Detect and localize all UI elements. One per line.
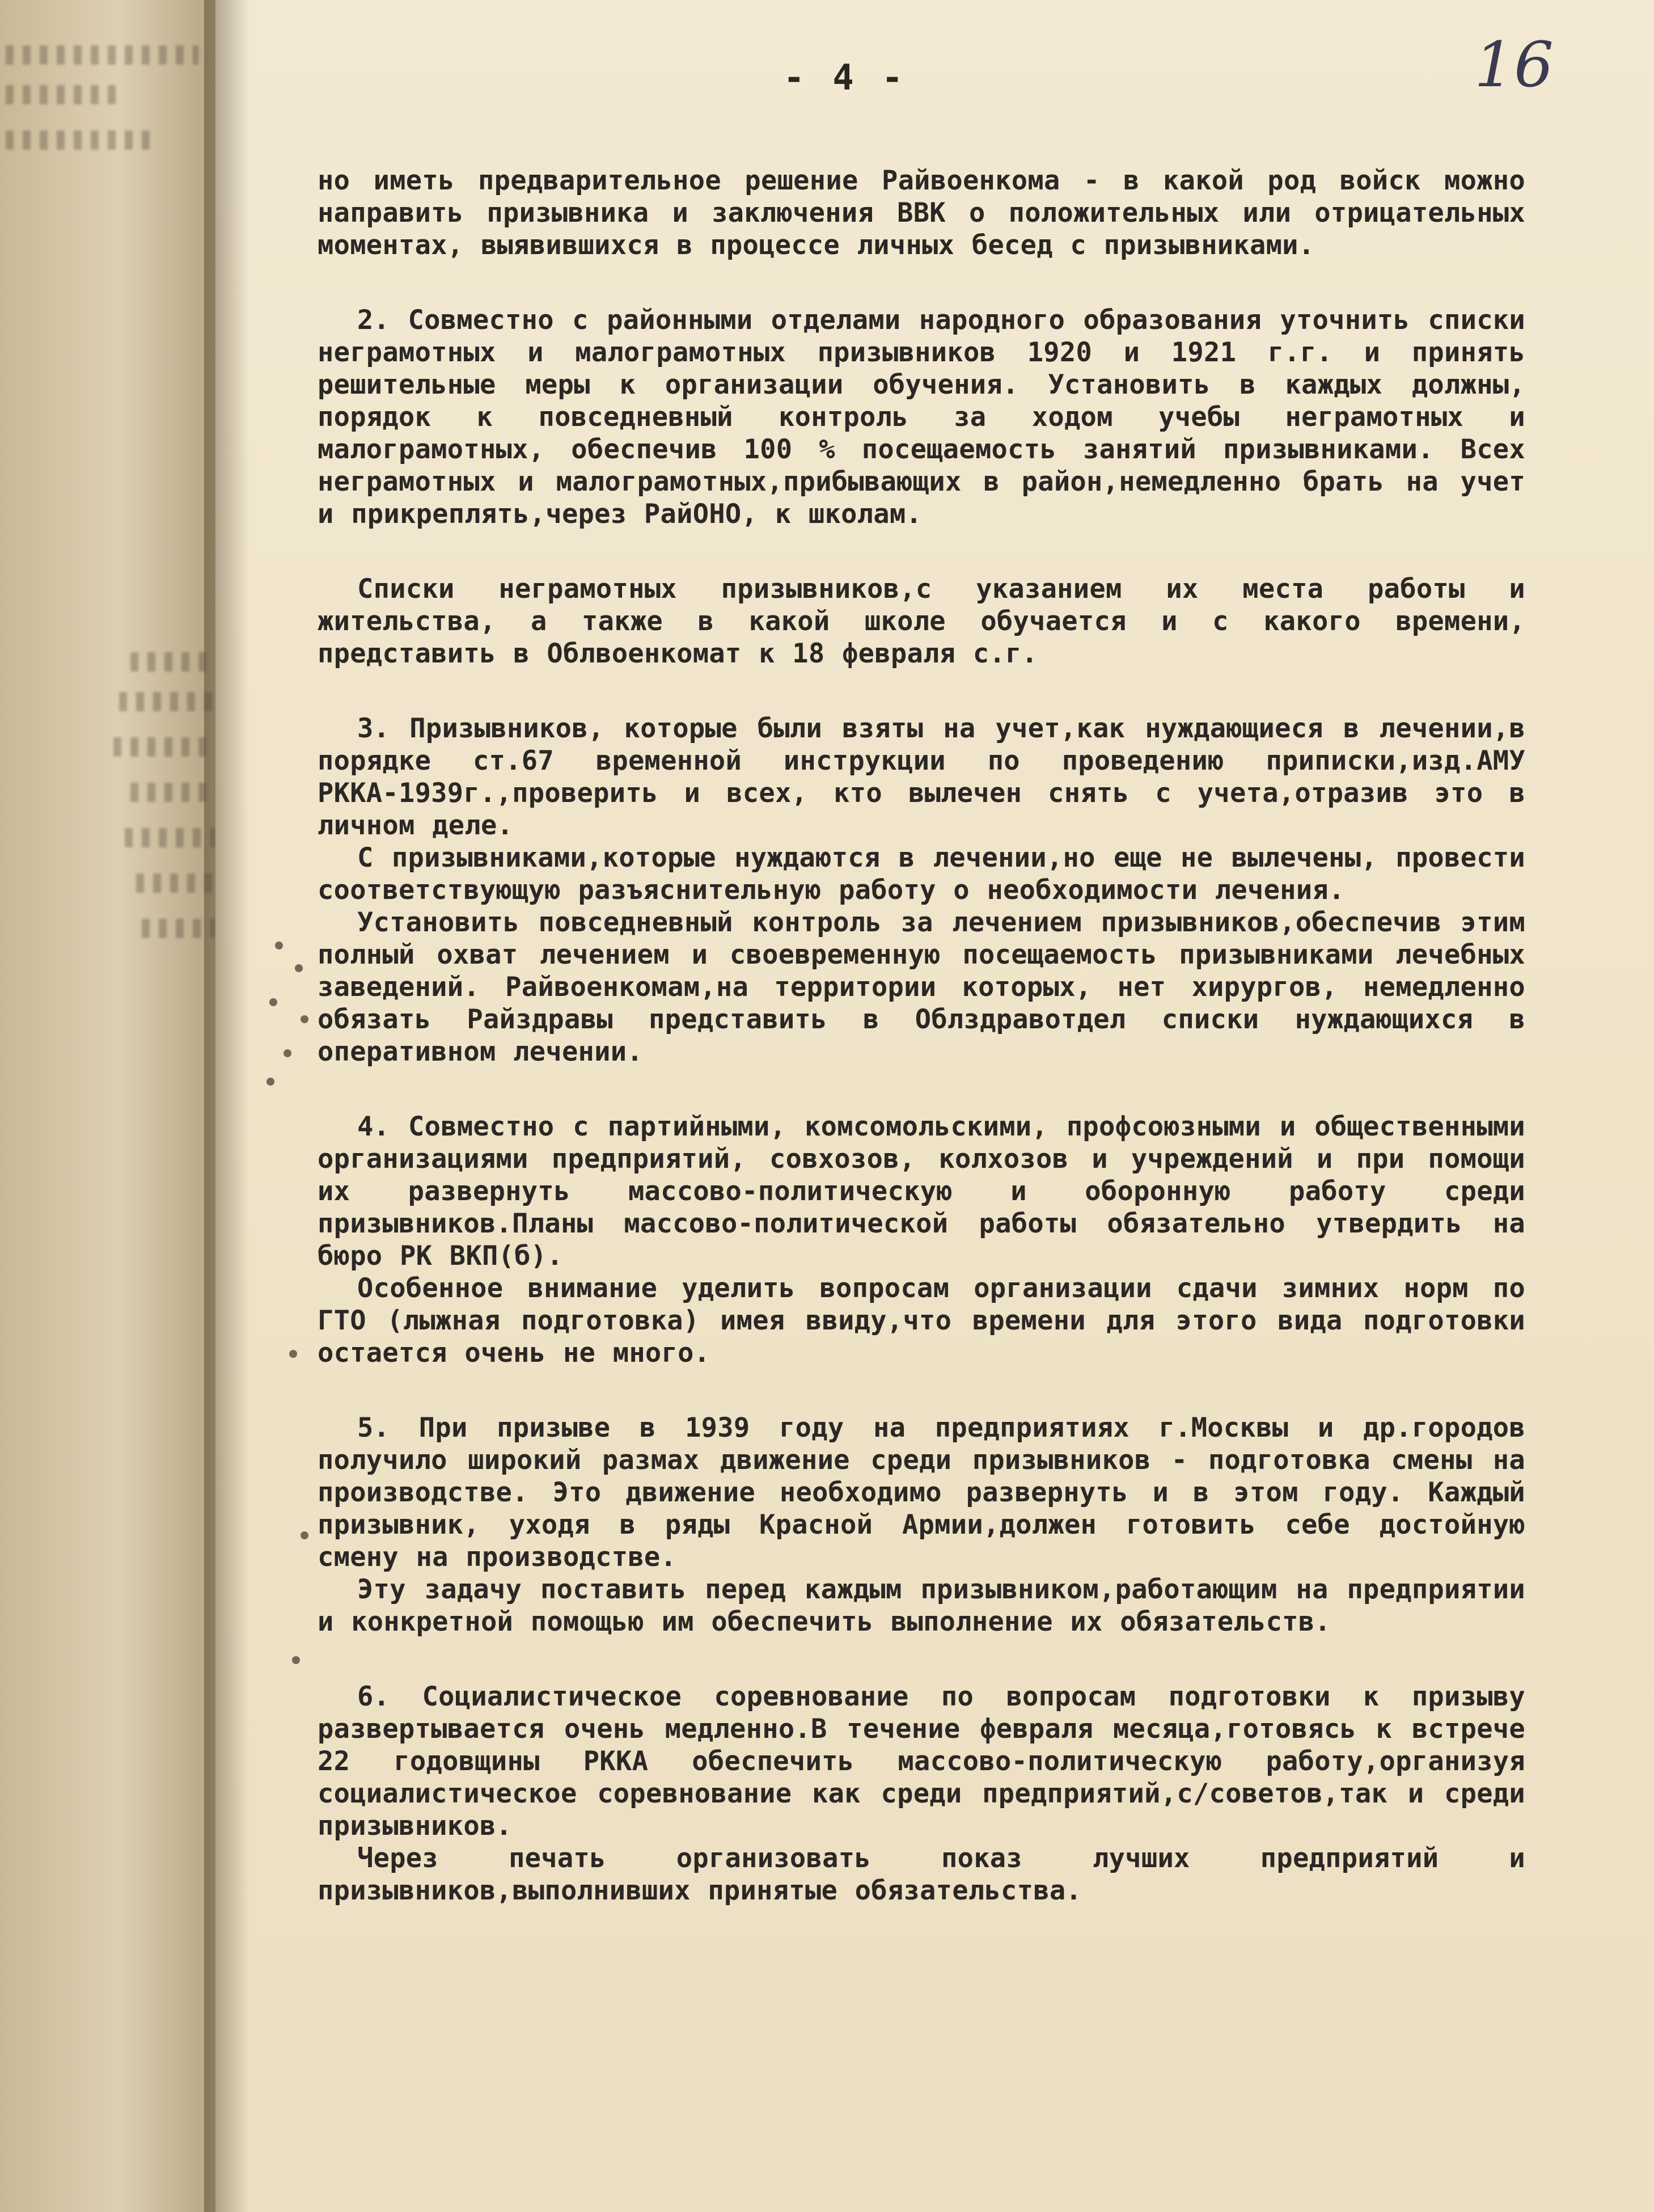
bleed-through-line <box>6 130 153 150</box>
paragraph: С призывниками,которые нуждаются в лечении,но еще не вылечены, провести соответствующую разъяснительную работу о необходимости лечения. <box>318 842 1525 906</box>
bleed-through-line <box>6 45 198 65</box>
ink-speck <box>289 1350 297 1358</box>
bleed-through-line <box>113 737 215 757</box>
bleed-through-line <box>119 692 215 711</box>
ink-speck <box>275 942 283 949</box>
ink-speck <box>284 1049 291 1057</box>
paragraph: 4. Совместно с партийными, комсомольскими, профсоюзными и общественными организациями предприятий, совхозов, колхозов и учреждений и при помощи их развернуть массово-политическую и оборонную работу среди призывников.Планы массово-политической работы обязательно утвердить на бюро РК ВКП(б). <box>318 1111 1525 1272</box>
paragraph: 2. Совместно с районными отделами народного образования уточнить списки неграмотных и малограмотных призывников 1920 и 1921 г.г. и принять решительные меры к организации обучения. Установить в каждых должны, порядок к повседневный контроль за ходом учебы неграмотных и малограмотных, обеспечив 100 % посещаемость занятий призывниками. Всех неграмотных и малограмотных,прибывающих в район,немедленно брать на учет и прикреплять,через РайОНО, к школам. <box>318 305 1525 530</box>
paragraph: 3. Призывников, которые были взяты на учет,как нуждающиеся в лечении,в порядке ст.67 временной инструкции по проведению приписки,изд.АМУ РККА-1939г.,проверить и всех, кто вылечен снять с учета,отразив это в личном деле. <box>318 713 1525 841</box>
page-number: - 4 - <box>783 57 907 98</box>
paragraph: 6. Социалистическое соревнование по вопросам подготовки к призыву развертывается очень медленно.В течение февраля месяца,готовясь к встрече 22 годовщины РККА обеспечить массово-политическую работу,организуя социалистическое соревнование как среди предприятий,с/советов,так и среди призывников. <box>318 1681 1525 1842</box>
bleed-through-line <box>130 652 215 672</box>
paragraph: Установить повседневный контроль за лечением призывников,обеспечив этим полный охват лечением и своевременную посещаемость призывниками лечебных заведений. Райвоенкомам,на территории которых, нет хирургов, немедленно обязать Райздравы представить в Облздравотдел списки нуждающихся в оперативном лечении. <box>318 907 1525 1067</box>
paragraph: 5. При призыве в 1939 году на предприятиях г.Москвы и др.городов получило широкий размах движение среди призывников - подготовка смены на производстве. Это движение необходимо развернуть и в этом году. Каждый призывник, уходя в ряды Красной Армии,должен готовить себе достойную смену на производстве. <box>318 1412 1525 1573</box>
paragraph: Эту задачу поставить перед каждым призывником,работающим на предприятии и конкретной помощью им обеспечить выполнение их обязательств. <box>318 1574 1525 1637</box>
bleed-through-line <box>130 783 215 802</box>
bleed-through-line <box>125 828 215 847</box>
document-page <box>215 0 1654 2212</box>
bleed-through-line <box>136 873 215 893</box>
paragraph: но иметь предварительное решение Райвоенкома - в какой род войск можно направить призывника и заключения ВВК о положительных или отрицательных моментах, выявившихся в процессе личных бесед с призывниками. <box>318 165 1525 261</box>
ink-speck <box>292 1656 300 1664</box>
bleed-through-line <box>6 85 119 104</box>
adjacent-page-edge <box>0 0 215 2212</box>
binding-shadow <box>204 0 249 2212</box>
ink-speck <box>269 998 277 1006</box>
ink-speck <box>301 1015 308 1023</box>
paragraph: Через печать организовать показ лучших предприятий и призывников,выполнивших принятые обязательства. <box>318 1843 1525 1906</box>
paragraph: Списки неграмотных призывников,с указанием их места работы и жительства, а также в какой школе обучается и с какого времени, представить в Облвоенкомат к 18 февраля с.г. <box>318 573 1525 669</box>
archive-page-number: 16 <box>1474 28 1554 101</box>
paragraph: Особенное внимание уделить вопросам организации сдачи зимних норм по ГТО (лыжная подготовка) имея ввиду,что времени для этого вида подготовки остается очень не много. <box>318 1273 1525 1369</box>
ink-speck <box>295 964 303 972</box>
ink-speck <box>266 1078 274 1086</box>
ink-speck <box>301 1531 308 1539</box>
typed-text-body <box>318 164 1525 1907</box>
